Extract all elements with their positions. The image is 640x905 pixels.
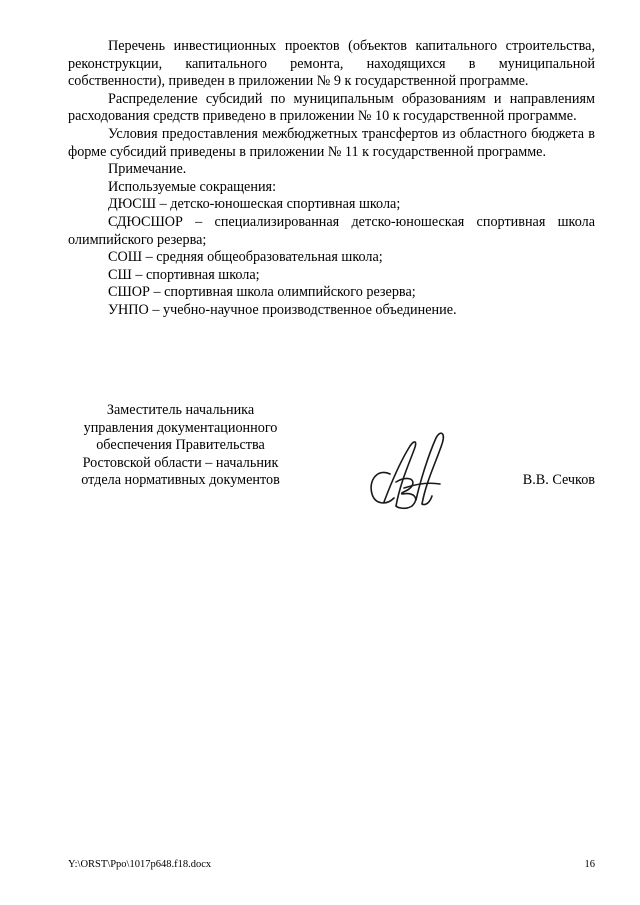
abbreviation-item: ДЮСШ – детско-юношеская спортивная школа;: [108, 196, 401, 213]
abbreviations-heading: Используемые сокращения:: [108, 178, 277, 195]
paragraph-subsidy-distribution: Распределение субсидий по муниципальным образованиям и направлениям расходования средств приведено в приложении № 10 к государственной программе.: [68, 90, 595, 125]
abbreviation-item: СШОР – спортивная школа олимпийского резерва;: [108, 284, 416, 301]
signatory-name: В.В. Сечков: [522, 472, 595, 488]
document-body: [68, 38, 595, 320]
signatory-title: [68, 402, 293, 490]
page-footer: [68, 858, 595, 872]
signatory-title-line: управления документационного: [83, 419, 278, 436]
abbreviation-item: СОШ – средняя общеобразовательная школа;: [108, 249, 383, 266]
signatory-title-line: отдела нормативных документов: [81, 472, 280, 489]
paragraph-transfer-conditions: Условия предоставления межбюджетных трансфертов из областного бюджета в форме субсидий приведены в приложении № 11 к государственной программе.: [68, 125, 595, 160]
signatory-title-line: Ростовской области – начальник: [82, 454, 279, 471]
abbreviation-item: УНПО – учебно-научное производственное объединение.: [108, 301, 457, 318]
signatory-title-line: Заместитель начальника: [106, 402, 255, 418]
note-heading: Примечание.: [108, 161, 187, 178]
abbreviation-item: СДЮСШОР – специализированная детско-юношеская спортивная школа олимпийского резерва;: [68, 213, 595, 248]
abbreviation-item: СШ – спортивная школа;: [108, 266, 260, 283]
signature-block: [68, 402, 595, 492]
page-number: 16: [584, 859, 595, 870]
signatory-title-line: обеспечения Правительства: [96, 437, 265, 454]
handwritten-signature: [360, 422, 450, 514]
footer-file-path: Y:\ORST\Ppo\1017p648.f18.docx: [68, 859, 212, 870]
paragraph-investment-projects: Перечень инвестиционных проектов (объектов капитального строительства, реконструкции, капитального ремонта, находящихся в муниципальной собственности), приведен в приложении № 9 к государственной программе.: [68, 38, 595, 90]
